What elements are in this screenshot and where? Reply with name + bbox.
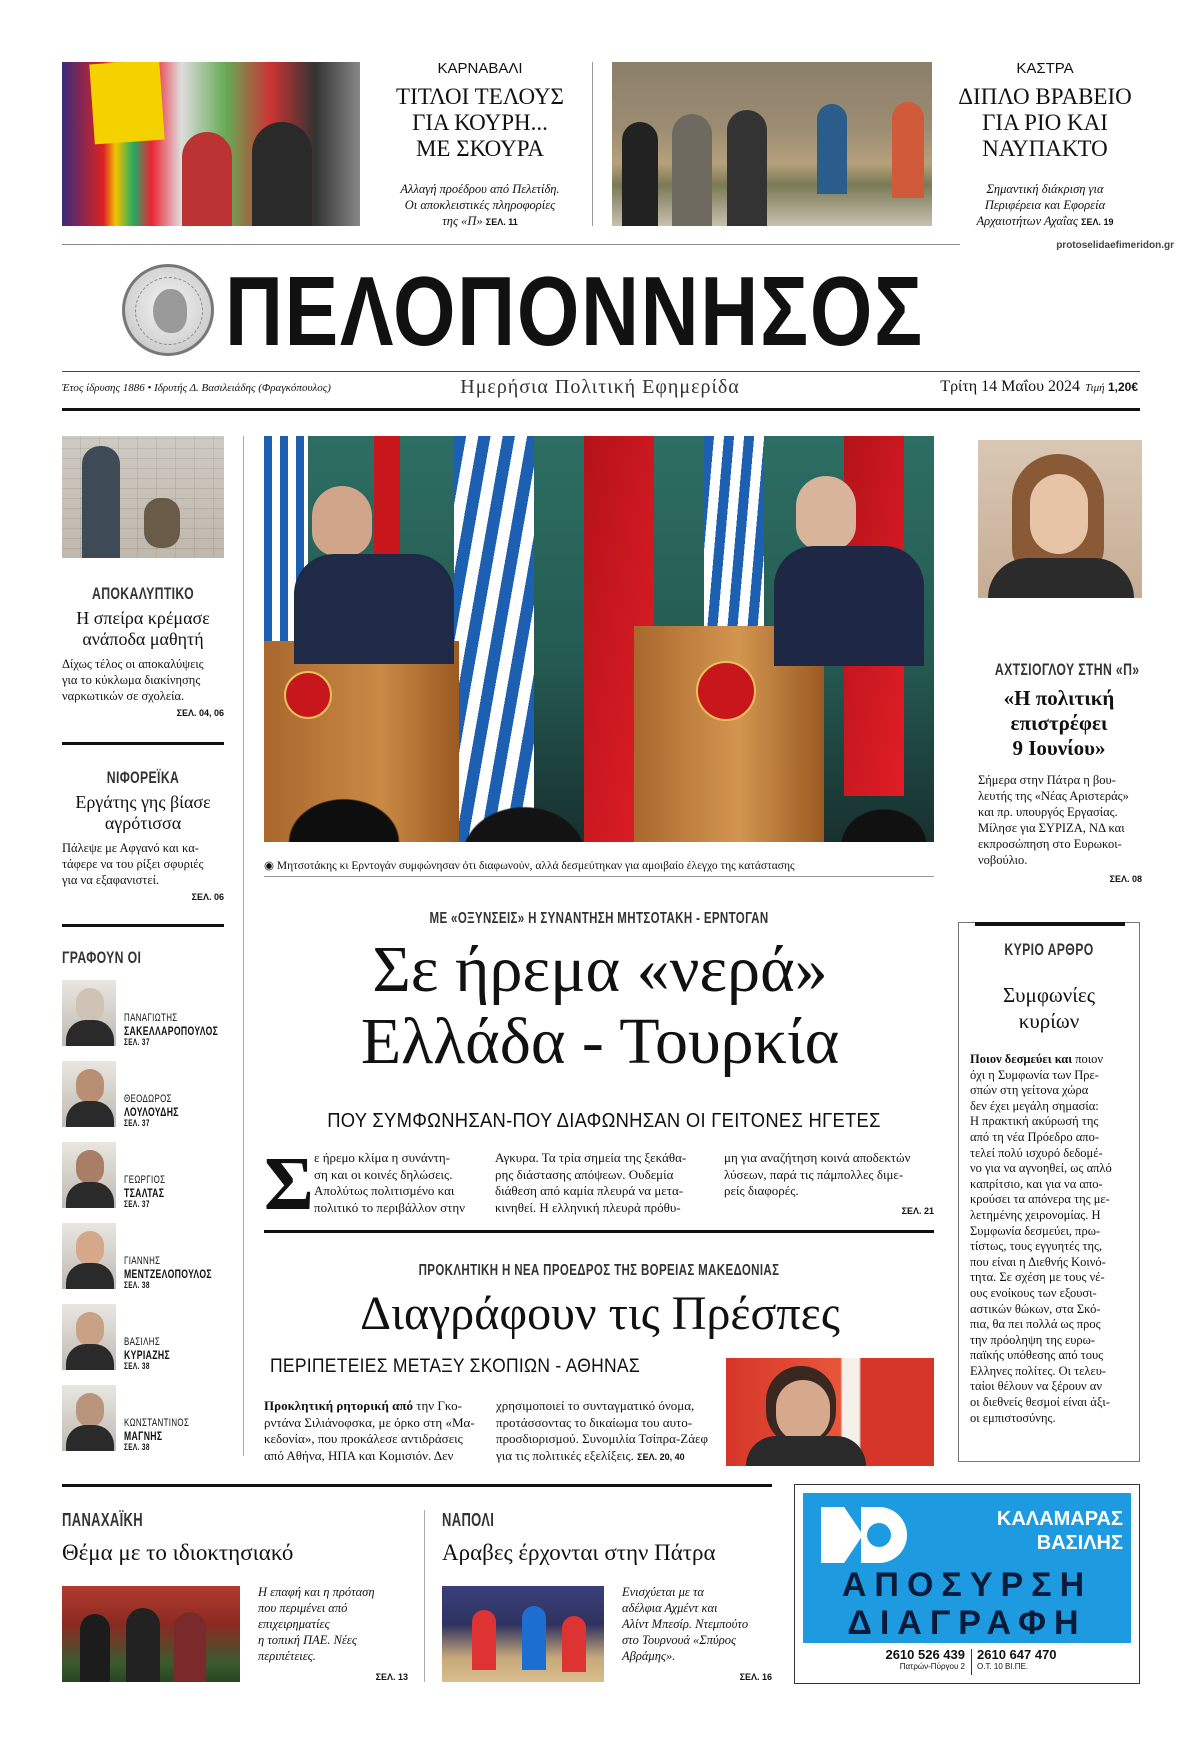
- writer-first-name: ΒΑΣΙΛΗΣ: [124, 1336, 161, 1348]
- main-photo-caption: ◉ Μητσοτάκης κι Ερντογάν συμφώνησαν ότι διαφωνούν, αλλά δεσμεύτηκαν για αμοιβαίο έλεγχο της κατάστασης: [264, 860, 795, 872]
- price-label: Τιμή: [1085, 382, 1105, 394]
- ad-line2: ΔΙΑΓΡΑΦΗ: [847, 1604, 1087, 1642]
- price: 1,20€: [1108, 380, 1139, 394]
- editorial-title: Συμφωνίες κυρίων: [1002, 983, 1096, 1033]
- editorial-top-bar: [975, 922, 1125, 926]
- top-left-headline: ΤΙΤΛΟΙ ΤΕΛΟΥΣ ΓΙΑ ΚΟΥΡΗ... ΜΕ ΣΚΟΥΡΑ: [396, 84, 564, 161]
- writers-list: [62, 980, 242, 1460]
- lead-col3: μη για αναζήτηση κοινά αποδεκτών λύσεων, παρά τις πάμπολλες διμε- ρείς διαφορές.: [724, 1150, 911, 1198]
- left-story1-headline: Η σπείρα κρέμασε ανάποδα μαθητή: [76, 608, 210, 649]
- ad-banner: [803, 1493, 1131, 1643]
- writer-item: [62, 1142, 242, 1212]
- page-ref: ΣΕΛ. 11: [485, 217, 518, 227]
- caption-rule: [264, 876, 934, 877]
- advertisement[interactable]: [794, 1484, 1140, 1684]
- issue-date: Τρίτη 14 Μαΐου 2024: [940, 378, 1080, 395]
- writer-item: [62, 1304, 242, 1374]
- left-rule-2: [62, 924, 224, 927]
- bottom-top-rule: [62, 1484, 772, 1487]
- writer-first-name: ΓΕΩΡΓΙΟΣ: [124, 1174, 166, 1186]
- writer-last-name: ΜΕΝΤΖΕΛΟΠΟΥΛΟΣ: [124, 1267, 212, 1281]
- writer-avatar: [62, 1223, 116, 1289]
- castle-photo: [612, 62, 932, 226]
- lead-bottom-rule: [264, 1230, 934, 1233]
- left-story1-kicker: ΑΠΟΚΑΛΥΠΤΙΚΟ: [92, 584, 194, 603]
- bottom-left-kicker: ΠΑΝΑΧΑΪΚΗ: [62, 1510, 143, 1530]
- second-col2: χρησιμοποιεί το συνταγματικό όνομα, προτάσσοντας το δικαίωμα του αυτο- προσδιορισμού. Συνομιλία Τσίπρα-Ζάεφ για τις πολιτικές εξελίξεις. ΣΕΛ. 20, 40: [496, 1398, 709, 1463]
- top-left-kicker: ΚΑΡΝΑΒΑΛΙ: [437, 60, 523, 77]
- school-photo: [62, 436, 224, 558]
- left-story2-text: Πάλεψε με Αφγανό και κα- τάφερε να του ρίξει σφυριές για να εξαφανιστεί.: [62, 841, 204, 887]
- lead-subhead: ΠΟΥ ΣΥΜΦΩΝΗΣΑΝ-ΠΟΥ ΔΙΑΦΩΝΗΣΑΝ ΟΙ ΓΕΙΤΟΝΕΣ ΗΓΕΤΕΣ: [327, 1110, 881, 1132]
- bottom-left-text: Η επαφή και η πρόταση που περιμένει από επιχειρηματίες η τοπική ΠΑΕ. Νέες περιπέτειες.: [258, 1585, 375, 1663]
- achtsioglou-photo: [978, 440, 1142, 598]
- masthead-rule-2: [62, 408, 1140, 411]
- bottom-left-headline: Θέμα με το ιδιοκτησιακό: [62, 1540, 294, 1565]
- page-ref: ΣΕΛ. 37: [124, 1199, 150, 1209]
- lead-kicker: ΜΕ «ΟΞΥΝΣΕΙΣ» Η ΣΥΝΑΝΤΗΣΗ ΜΗΤΣΟΤΑΚΗ - ΕΡΝΤΟΓΑΝ: [429, 910, 769, 927]
- top-divider: [592, 62, 593, 226]
- ad-phone-2: 2610 647 470 Ο.Τ. 10 ΒΙ.ΠΕ.: [977, 1647, 1057, 1671]
- lead-dropcap: Σ: [264, 1142, 314, 1226]
- top-left-summary: Αλλαγή προέδρου από Πελετίδη. Οι αποκλειστικές πληροφορίες της «Π» ΣΕΛ. 11: [400, 182, 560, 228]
- second-col1: Προκλητική ρητορική από την Γκο- ρντάνα Σιλιάνοφσκα, με όρκο στη «Μα- κεδονία», που προκάλεσε αντιδράσεις από Αθήνα, ΗΠΑ και Κομισιόν. Δεν: [264, 1398, 475, 1463]
- bottom-mid-headline: Αραβες έρχονται στην Πάτρα: [442, 1540, 716, 1565]
- lead-headline: Σε ήρεμα «νερά» Ελλάδα - Τουρκία: [360, 933, 840, 1078]
- page-ref: ΣΕΛ. 19: [1081, 217, 1114, 227]
- writer-first-name: ΠΑΝΑΓΙΩΤΗΣ: [124, 1012, 178, 1024]
- writer-avatar: [62, 1061, 116, 1127]
- page-ref: ΣΕΛ. 16: [739, 1672, 772, 1682]
- editorial-label: ΚΥΡΙΟ ΑΡΘΡΟ: [1004, 940, 1094, 959]
- left-rule-1: [62, 742, 224, 745]
- page-ref: ΣΕΛ. 38: [124, 1442, 150, 1452]
- writer-avatar: [62, 1385, 116, 1451]
- writer-first-name: ΘΕΟΔΩΡΟΣ: [124, 1093, 172, 1105]
- writer-item: [62, 1061, 242, 1131]
- writer-avatar: [62, 980, 116, 1046]
- writer-last-name: ΤΣΑΛΤΑΣ: [124, 1186, 165, 1200]
- writer-last-name: ΛΟΥΛΟΥΔΗΣ: [124, 1105, 179, 1119]
- bottom-mid-text: Ενισχύεται με τα αδέλφια Αχμέντ και Αλίντ Μπεσίρ. Ντεμπούτο στο Τουρνουά «Σπύρος Αβράμης».: [622, 1585, 749, 1663]
- writer-last-name: ΣΑΚΕΛΛΑΡΟΠΟΥΛΟΣ: [124, 1024, 219, 1038]
- siljanovska-photo: [726, 1358, 934, 1466]
- mitsotakis-erdogan-photo: [264, 436, 934, 842]
- page-ref: ΣΕΛ. 21: [901, 1206, 934, 1216]
- page-ref: ΣΕΛ. 38: [124, 1280, 150, 1290]
- top-right-kicker: ΚΑΣΤΡΑ: [1016, 60, 1074, 77]
- panachaiki-photo: [62, 1586, 240, 1682]
- lead-col1: ε ήρεμο κλίμα η συνάντη- ση και οι κοινές δηλώσεις. Απολύτως πολιτισμένο και πολιτικό το περιβάλλον στην: [314, 1150, 465, 1215]
- watermark: protoselidaefimeridon.gr: [960, 240, 1174, 251]
- writer-last-name: ΜΑΓΝΗΣ: [124, 1429, 163, 1443]
- writer-first-name: ΓΙΑΝΝΗΣ: [124, 1255, 161, 1267]
- bottom-divider: [424, 1510, 425, 1682]
- ad-line1: ΑΠΟΣΥΡΣΗ: [841, 1566, 1093, 1604]
- bottom-mid-kicker: ΝΑΠΟΛΙ: [442, 1510, 495, 1530]
- ad-brand: ΚΑΛΑΜΑΡΑΣ ΒΑΣΙΛΗΣ: [996, 1508, 1123, 1554]
- page-ref: ΣΕΛ. 04, 06: [176, 708, 224, 718]
- writer-item: [62, 1385, 242, 1455]
- left-story1-text: Δίχως τέλος οι αποκαλύψεις για το κύκλωμα διακίνησης ναρκωτικών σε σχολεία.: [62, 657, 204, 703]
- second-headline: Διαγράφουν τις Πρέσπες: [360, 1287, 840, 1340]
- top-right-headline: ΔΙΠΛΟ ΒΡΑΒΕΙΟ ΓΙΑ ΡΙΟ ΚΑΙ ΝΑΥΠΑΚΤΟ: [958, 84, 1132, 161]
- writer-item: [62, 1223, 242, 1293]
- carnival-photo: [62, 62, 360, 226]
- masthead-title: ΠΕΛΟΠΟΝΝΗΣΟΣ: [225, 256, 924, 366]
- ad-logo-icon: [821, 1507, 907, 1563]
- page-ref: ΣΕΛ. 37: [124, 1118, 150, 1128]
- lead-col2: Αγκυρα. Τα τρία σημεία της ξεκάθα- ρης διάστασης απόψεων. Ουδεμία διάθεση από καμία πλευρά να μετα- κινηθεί. Η ελληνική πλευρά πρόθυ-: [495, 1150, 687, 1215]
- ad-phone-1: 2610 526 439 Πατρών-Πύργου 2: [885, 1647, 965, 1671]
- left-story2-kicker: ΝΙΦΟΡΕΪΚΑ: [106, 768, 180, 787]
- editorial-body: Ποιον δεσμεύει και ποιον όχι η Συμφωνία των Πρε- σπών στη γείτονα χώρα δεν έχει μεγάλη σημασία: Η πρακτική ακύρωσή της από τη νέα Πρόεδρο απο- τελεί πολύ ισχυρό δεδομέ- νο για να αγνοηθεί, ως απλό καπρίτσιο, και για να απο- κρούσει τα απόνερα της με- λετημένης χειρονομίας. Η Συμφωνία δεσμεύει, πρω- τίστως, τους εγγυητές της, που είναι η Διεθνής Κοινό- τητα. Σε σχέση με τους νέ- ους ενοίκους των εξουσι- αστικών θώκων, στα Σκό- πια, θα πει πολλά ως προς την πρόοληψη της ευρω- παϊκής υπόθεσης από τους Ελληνες πολίτες. Οι τελευ- ταίοι θέλουν να ξέρουν αν οι διεθνείς θεσμοί είναι άξι- οι εμπιστοσύνης.: [970, 1052, 1112, 1425]
- camera-icon: ◉: [264, 860, 277, 872]
- page-ref: ΣΕΛ. 38: [124, 1361, 150, 1371]
- writer-avatar: [62, 1304, 116, 1370]
- founded-line: Έτος ίδρυσης 1886 • Ιδρυτής Δ. Βασιλειάδης (Φραγκόπουλος): [62, 382, 331, 394]
- right-kicker: ΑΧΤΣΙΟΓΛΟΥ ΣΤΗΝ «Π»: [994, 660, 1140, 679]
- page-ref: ΣΕΛ. 37: [124, 1037, 150, 1047]
- masthead-subtitle: Ημερήσια Πολιτική Εφημερίδα: [460, 376, 740, 398]
- page-ref: ΣΕΛ. 13: [375, 1672, 408, 1682]
- left-story2-headline: Εργάτης γης βίασε αγρότισσα: [75, 792, 211, 833]
- top-right-summary: Σημαντική διάκριση για Περιφέρεια και Εφορεία Αρχαιοτήτων Αχαΐας ΣΕΛ. 19: [976, 182, 1114, 228]
- page-ref: ΣΕΛ. 20, 40: [637, 1451, 685, 1462]
- masthead-emblem: [122, 264, 214, 356]
- page-ref: ΣΕΛ. 06: [191, 892, 224, 902]
- napoli-photo: [442, 1586, 604, 1682]
- right-text: Σήμερα στην Πάτρα η βου- λευτής της «Νέας Αριστεράς» και πρ. υπουργός Εργασίας. Μίλησε για ΣΥΡΙΖΑ, ΝΔ και εκπροσώπηση στο Ευρωκοι- νοβούλιο.: [978, 773, 1129, 867]
- writer-avatar: [62, 1142, 116, 1208]
- page-ref: ΣΕΛ. 08: [1109, 874, 1142, 884]
- right-headline: «Η πολιτική επιστρέφει 9 Ιουνίου»: [1003, 686, 1115, 760]
- second-kicker: ΠΡΟΚΛΗΤΙΚΗ Η ΝΕΑ ΠΡΟΕΔΡΟΣ ΤΗΣ ΒΟΡΕΙΑΣ ΜΑΚΕΔΟΝΙΑΣ: [418, 1262, 780, 1279]
- writer-last-name: ΚΥΡΙΑΖΗΣ: [124, 1348, 170, 1362]
- ad-phone-divider: [971, 1649, 972, 1675]
- writer-first-name: ΚΩΝΣΤΑΝΤΙΝΟΣ: [124, 1417, 190, 1429]
- second-subhead: ΠΕΡΙΠΕΤΕΙΕΣ ΜΕΤΑΞΥ ΣΚΟΠΙΩΝ - ΑΘΗΝΑΣ: [270, 1356, 640, 1377]
- writer-item: [62, 980, 242, 1050]
- left-column-divider: [243, 436, 244, 1456]
- writers-title: ΓΡΑΦΟΥΝ ΟΙ: [62, 948, 142, 967]
- masthead-rule-1: [62, 371, 1140, 372]
